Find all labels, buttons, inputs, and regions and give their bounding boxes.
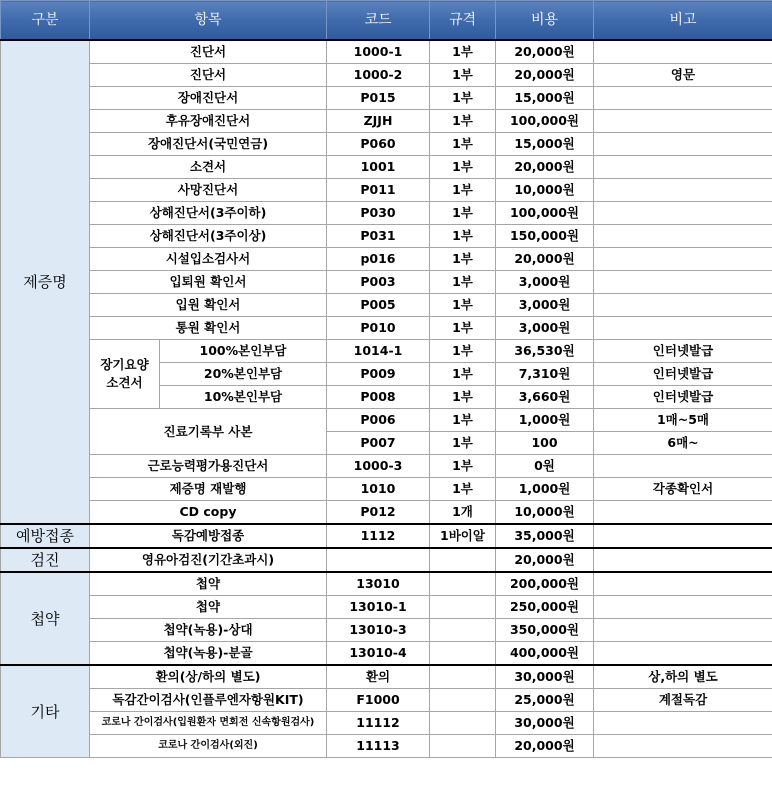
item-cell: 상해진단서(3주이상)	[90, 225, 327, 248]
item-cell: 첩약(녹용)-분골	[90, 642, 327, 666]
code-cell	[327, 548, 430, 572]
longterm-label	[90, 340, 160, 409]
table-row	[1, 524, 772, 548]
note-cell: 인터넷발급	[594, 340, 772, 363]
note-cell	[594, 735, 772, 758]
code-cell: P010	[327, 317, 430, 340]
cost-cell: 350,000원	[496, 619, 594, 642]
note-cell	[594, 156, 772, 179]
note-cell: 6매~	[594, 432, 772, 455]
item-cell: 환의(상/하의 별도)	[90, 665, 327, 689]
code-cell: 13010	[327, 572, 430, 596]
cost-cell: 3,000원	[496, 271, 594, 294]
category-etc: 기타	[1, 665, 90, 758]
note-cell	[594, 712, 772, 735]
cost-cell: 25,000원	[496, 689, 594, 712]
table-row	[1, 689, 772, 712]
code-cell: P011	[327, 179, 430, 202]
table-row	[1, 572, 772, 596]
spec-cell: 1부	[430, 478, 496, 501]
spec-cell: 1부	[430, 156, 496, 179]
code-cell: 11112	[327, 712, 430, 735]
item-cell: 사망진단서	[90, 179, 327, 202]
item-cell: 첩약(녹용)-상대	[90, 619, 327, 642]
table-row	[1, 712, 772, 735]
spec-cell: 1부	[430, 248, 496, 271]
item-cell: 20%본인부담	[160, 363, 327, 386]
category-checkup: 검진	[1, 548, 90, 572]
header-spec: 규격	[430, 1, 496, 41]
note-cell	[594, 317, 772, 340]
code-cell: P006	[327, 409, 430, 432]
cost-cell: 7,310원	[496, 363, 594, 386]
spec-cell	[430, 712, 496, 735]
table-row	[1, 202, 772, 225]
spec-cell	[430, 735, 496, 758]
note-cell: 각종확인서	[594, 478, 772, 501]
cost-cell: 20,000원	[496, 548, 594, 572]
header-note: 비고	[594, 1, 772, 41]
table-row	[1, 294, 772, 317]
code-cell: P007	[327, 432, 430, 455]
code-cell: 13010-4	[327, 642, 430, 666]
item-cell: 영유아검진(기간초과시)	[90, 548, 327, 572]
table-row	[1, 156, 772, 179]
code-cell: P003	[327, 271, 430, 294]
cost-cell: 100,000원	[496, 110, 594, 133]
code-cell: P008	[327, 386, 430, 409]
spec-cell	[430, 572, 496, 596]
records-item: 진료기록부 사본	[90, 409, 327, 455]
spec-cell: 1바이알	[430, 524, 496, 548]
table-row	[1, 87, 772, 110]
code-cell: P012	[327, 501, 430, 525]
table-row	[1, 548, 772, 572]
item-cell: 입퇴원 확인서	[90, 271, 327, 294]
cost-cell: 15,000원	[496, 133, 594, 156]
code-cell: 1000-2	[327, 64, 430, 87]
note-cell: 인터넷발급	[594, 363, 772, 386]
code-cell: P009	[327, 363, 430, 386]
table-row	[1, 596, 772, 619]
item-cell: 시설입소검사서	[90, 248, 327, 271]
code-cell: p016	[327, 248, 430, 271]
note-cell: 영문	[594, 64, 772, 87]
code-cell: 1001	[327, 156, 430, 179]
code-cell: P015	[327, 87, 430, 110]
table-row	[1, 271, 772, 294]
note-cell	[594, 619, 772, 642]
cost-cell: 36,530원	[496, 340, 594, 363]
item-cell: 입원 확인서	[90, 294, 327, 317]
header-category: 구분	[1, 1, 90, 41]
spec-cell: 1부	[430, 455, 496, 478]
item-cell: 장애진단서	[90, 87, 327, 110]
table-row	[1, 455, 772, 478]
table-body	[1, 40, 772, 758]
table-row	[1, 133, 772, 156]
note-cell	[594, 202, 772, 225]
code-cell: P005	[327, 294, 430, 317]
table-row	[1, 409, 772, 432]
table-row	[1, 501, 772, 525]
note-cell	[594, 248, 772, 271]
cost-cell: 100	[496, 432, 594, 455]
spec-cell: 1부	[430, 179, 496, 202]
table-row	[1, 735, 772, 758]
spec-cell: 1부	[430, 432, 496, 455]
item-cell: 독감예방접종	[90, 524, 327, 548]
spec-cell: 1부	[430, 340, 496, 363]
table-row	[1, 340, 772, 363]
code-cell: 11113	[327, 735, 430, 758]
item-cell: 제증명 재발행	[90, 478, 327, 501]
note-cell	[594, 548, 772, 572]
code-cell: P031	[327, 225, 430, 248]
table-row	[1, 665, 772, 689]
spec-cell: 1부	[430, 317, 496, 340]
table-row	[1, 179, 772, 202]
cost-cell: 10,000원	[496, 179, 594, 202]
item-cell: 100%본인부담	[160, 340, 327, 363]
table-row	[1, 225, 772, 248]
cost-cell: 30,000원	[496, 712, 594, 735]
table-row	[1, 110, 772, 133]
spec-cell: 1부	[430, 133, 496, 156]
spec-cell	[430, 665, 496, 689]
note-cell	[594, 87, 772, 110]
spec-cell: 1부	[430, 40, 496, 64]
note-cell	[594, 642, 772, 666]
note-cell	[594, 455, 772, 478]
spec-cell	[430, 689, 496, 712]
longterm-label-line2: 소견서	[106, 375, 143, 390]
code-cell: F1000	[327, 689, 430, 712]
table-row	[1, 478, 772, 501]
cost-cell: 200,000원	[496, 572, 594, 596]
spec-cell	[430, 619, 496, 642]
cost-cell: 3,000원	[496, 294, 594, 317]
spec-cell: 1부	[430, 363, 496, 386]
item-cell: 통원 확인서	[90, 317, 327, 340]
spec-cell: 1부	[430, 64, 496, 87]
cost-cell: 30,000원	[496, 665, 594, 689]
cost-cell: 20,000원	[496, 248, 594, 271]
cost-cell: 35,000원	[496, 524, 594, 548]
note-cell	[594, 110, 772, 133]
note-cell	[594, 133, 772, 156]
spec-cell: 1부	[430, 386, 496, 409]
code-cell: ZJJH	[327, 110, 430, 133]
cost-cell: 3,000원	[496, 317, 594, 340]
spec-cell: 1부	[430, 87, 496, 110]
item-cell: 후유장애진단서	[90, 110, 327, 133]
item-cell: 코로나 간이검사(외진)	[90, 735, 327, 758]
note-cell: 1매~5매	[594, 409, 772, 432]
item-cell: 장애진단서(국민연금)	[90, 133, 327, 156]
note-cell	[594, 271, 772, 294]
spec-cell: 1부	[430, 202, 496, 225]
item-cell: 소견서	[90, 156, 327, 179]
item-cell: 진단서	[90, 64, 327, 87]
spec-cell	[430, 548, 496, 572]
item-cell: 10%본인부담	[160, 386, 327, 409]
note-cell	[594, 572, 772, 596]
cost-cell: 15,000원	[496, 87, 594, 110]
code-cell: 13010-1	[327, 596, 430, 619]
code-cell: 1112	[327, 524, 430, 548]
spec-cell: 1부	[430, 271, 496, 294]
cost-cell: 20,000원	[496, 156, 594, 179]
spec-cell: 1부	[430, 225, 496, 248]
cost-cell: 0원	[496, 455, 594, 478]
table-row	[1, 317, 772, 340]
cost-cell: 20,000원	[496, 64, 594, 87]
code-cell: 1000-3	[327, 455, 430, 478]
code-cell: 1014-1	[327, 340, 430, 363]
cost-cell: 1,000원	[496, 478, 594, 501]
item-cell: 상해진단서(3주이하)	[90, 202, 327, 225]
header-cost: 비용	[496, 1, 594, 41]
note-cell	[594, 179, 772, 202]
note-cell: 상,하의 별도	[594, 665, 772, 689]
category-certificate: 제증명	[1, 40, 90, 524]
category-patch: 첩약	[1, 572, 90, 665]
cost-cell: 3,660원	[496, 386, 594, 409]
spec-cell: 1개	[430, 501, 496, 525]
table-row	[1, 248, 772, 271]
note-cell	[594, 501, 772, 525]
code-cell: 13010-3	[327, 619, 430, 642]
item-cell: 독감간이검사(인플루엔자항원KIT)	[90, 689, 327, 712]
item-cell: 첩약	[90, 596, 327, 619]
cost-cell: 150,000원	[496, 225, 594, 248]
note-cell	[594, 294, 772, 317]
cost-cell: 250,000원	[496, 596, 594, 619]
code-cell: P060	[327, 133, 430, 156]
header-item: 항목	[90, 1, 327, 41]
cost-cell: 1,000원	[496, 409, 594, 432]
spec-cell: 1부	[430, 110, 496, 133]
code-cell: P030	[327, 202, 430, 225]
note-cell: 계절독감	[594, 689, 772, 712]
code-cell: 환의	[327, 665, 430, 689]
spec-cell: 1부	[430, 294, 496, 317]
note-cell	[594, 40, 772, 64]
cost-cell: 20,000원	[496, 735, 594, 758]
note-cell	[594, 524, 772, 548]
item-cell: 근로능력평가용진단서	[90, 455, 327, 478]
spec-cell: 1부	[430, 409, 496, 432]
cost-cell: 100,000원	[496, 202, 594, 225]
table-row	[1, 642, 772, 666]
item-cell: 첩약	[90, 572, 327, 596]
cost-cell: 20,000원	[496, 40, 594, 64]
table-row	[1, 64, 772, 87]
longterm-label-line1: 장기요양	[100, 357, 149, 372]
item-cell: 코로나 간이검사(입원환자 면회전 신속항원검사)	[90, 712, 327, 735]
header-row	[1, 1, 772, 41]
spec-cell	[430, 596, 496, 619]
table-row	[1, 619, 772, 642]
item-cell: CD copy	[90, 501, 327, 525]
category-vaccination: 예방접종	[1, 524, 90, 548]
header-code: 코드	[327, 1, 430, 41]
cost-cell: 10,000원	[496, 501, 594, 525]
note-cell: 인터넷발급	[594, 386, 772, 409]
code-cell: 1000-1	[327, 40, 430, 64]
cost-cell: 400,000원	[496, 642, 594, 666]
note-cell	[594, 596, 772, 619]
spec-cell	[430, 642, 496, 666]
note-cell	[594, 225, 772, 248]
table-row	[1, 40, 772, 64]
item-cell: 진단서	[90, 40, 327, 64]
code-cell: 1010	[327, 478, 430, 501]
